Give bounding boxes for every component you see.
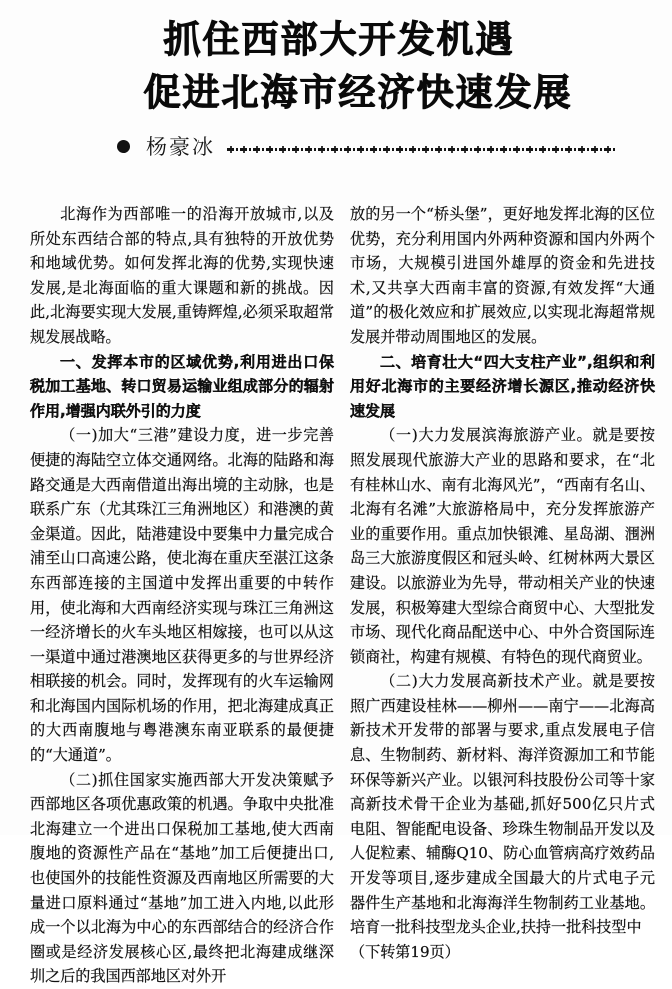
paragraph: （一)加大“三港”建设力度，进一步完善便捷的海陆空立体交通网络。北海的陆路和海路交通是大西南借道出海出境的主动脉，也是联系广东（尤其珠江三角洲地区）和港澳的黄金渠道。因此，陆港建设中要集中力量完成合浦至山口高速公路，使北海在重庆至湛江这条东西部连接的主国道中发挥出重要的中转作用，使北海和大西南经济实现与珠江三角洲这一经济增长的火车头地区相嫁接，也可以从这一渠道中通过港澳地区获得更多的与世界经济相联接的机会。同时，发挥现有的火车运输网和北海国内国际机场的作用，把北海建成真正的大西南腹地与粤港澳东南亚联系的最便捷的“大通道”。 bbox=[30, 426, 334, 765]
section-heading-2: 二、培育壮大“四大支柱产业”,组织和利用好北海市的主要经济增长源区,推动经济快速发展 bbox=[350, 352, 655, 420]
author-name: 杨豪冰 bbox=[146, 135, 215, 160]
paragraph: （一)大力发展滨海旅游产业。就是要按照发展现代旅游大产业的思路和要求，在“北有桂林山水、南有北海风光”，“西南有名山、北海有名滩”大旅游格局中，充分发挥旅游产业的重要作用。重点加快银滩、星岛湖、涠洲岛三大旅游度假区和冠头岭、红树林两大景区建设。以旅游业为先导，带动相关产业的快速发展，积极筹建大型综合商贸中心、大型批发市场、现代化商品配送中心、中外合资国际连锁商社，构建有规模、有特色的现代商贸业。 bbox=[350, 426, 655, 666]
bullet-icon bbox=[117, 140, 130, 153]
section-heading-1: 一、发挥本市的区域优势,利用进出口保税加工基地、转口贸易运输业组成部分的辐射作用,增强内联外引的力度 bbox=[30, 352, 334, 420]
decorative-rule bbox=[227, 145, 616, 154]
body-columns bbox=[30, 202, 655, 989]
paragraph: （二)抓住国家实施西部大开发决策赋予西部地区各项优惠政策的机遇。争取中央批准北海建立一个进出口保税加工基地,使大西南腹地的资源性产品在“基地”加工后便捷出口,也使国外的技能性资源及西南地区所需要的大量进口原料通过“基地”加工进入内地,以此形成一个以北海为中心的东西部结合的经济合作圈或是经济发展核心区,最终把北海建成继深圳之后的我国西部地区对外开 bbox=[30, 770, 334, 986]
right-column bbox=[350, 202, 655, 989]
continuation-note: （下转第19页） bbox=[350, 942, 460, 961]
paragraph: 北海作为西部唯一的沿海开放城市,以及所处东西结合部的特点,具有独特的开放优势和地域优势。如何发挥北海的优势,实现快速发展,是北海面临的重大课题和新的挑战。因此,北海要实现大发展,重铸辉煌,必须采取超常规发展战略。 bbox=[30, 205, 334, 346]
paragraph: 放的另一个“桥头堡”，更好地发挥北海的区位优势，充分利用国内外两种资源和国内外两个市场，大规模引进国外雄厚的资金和先进技术,又共享大西南丰富的资源,有效发挥“大通道”的极化效应和扩展效应,以实现北海超常规发展并带动周围地区的发展。 bbox=[350, 205, 655, 346]
byline bbox=[117, 131, 672, 161]
paragraph: （二)大力发展高新技术产业。就是要按照广西建设桂林——柳州——南宁——北海高新技术开发带的部署与要求,重点发展电子信息、生物制药、新材料、海洋资源加工和节能环保等新兴产业。以银河科技股份公司等十家高新技术骨干企业为基础,抓好500亿只片式电阻、智能配电设备、珍珠生物制品开发以及人促粒素、辅酶Q10、防心血管病高疗效药品开发等项目,逐步建成全国最大的片式电子元器件生产基地和北海海洋生物制药工业基地。培育一批科技型龙头企业,扶持一批科技型中 bbox=[350, 672, 655, 937]
title-line-1: 抓住西部大开发机遇 bbox=[163, 18, 515, 61]
left-column bbox=[30, 202, 334, 989]
title-line-2: 促进北海市经济快速发展 bbox=[143, 70, 573, 114]
article-title bbox=[0, 0, 672, 119]
